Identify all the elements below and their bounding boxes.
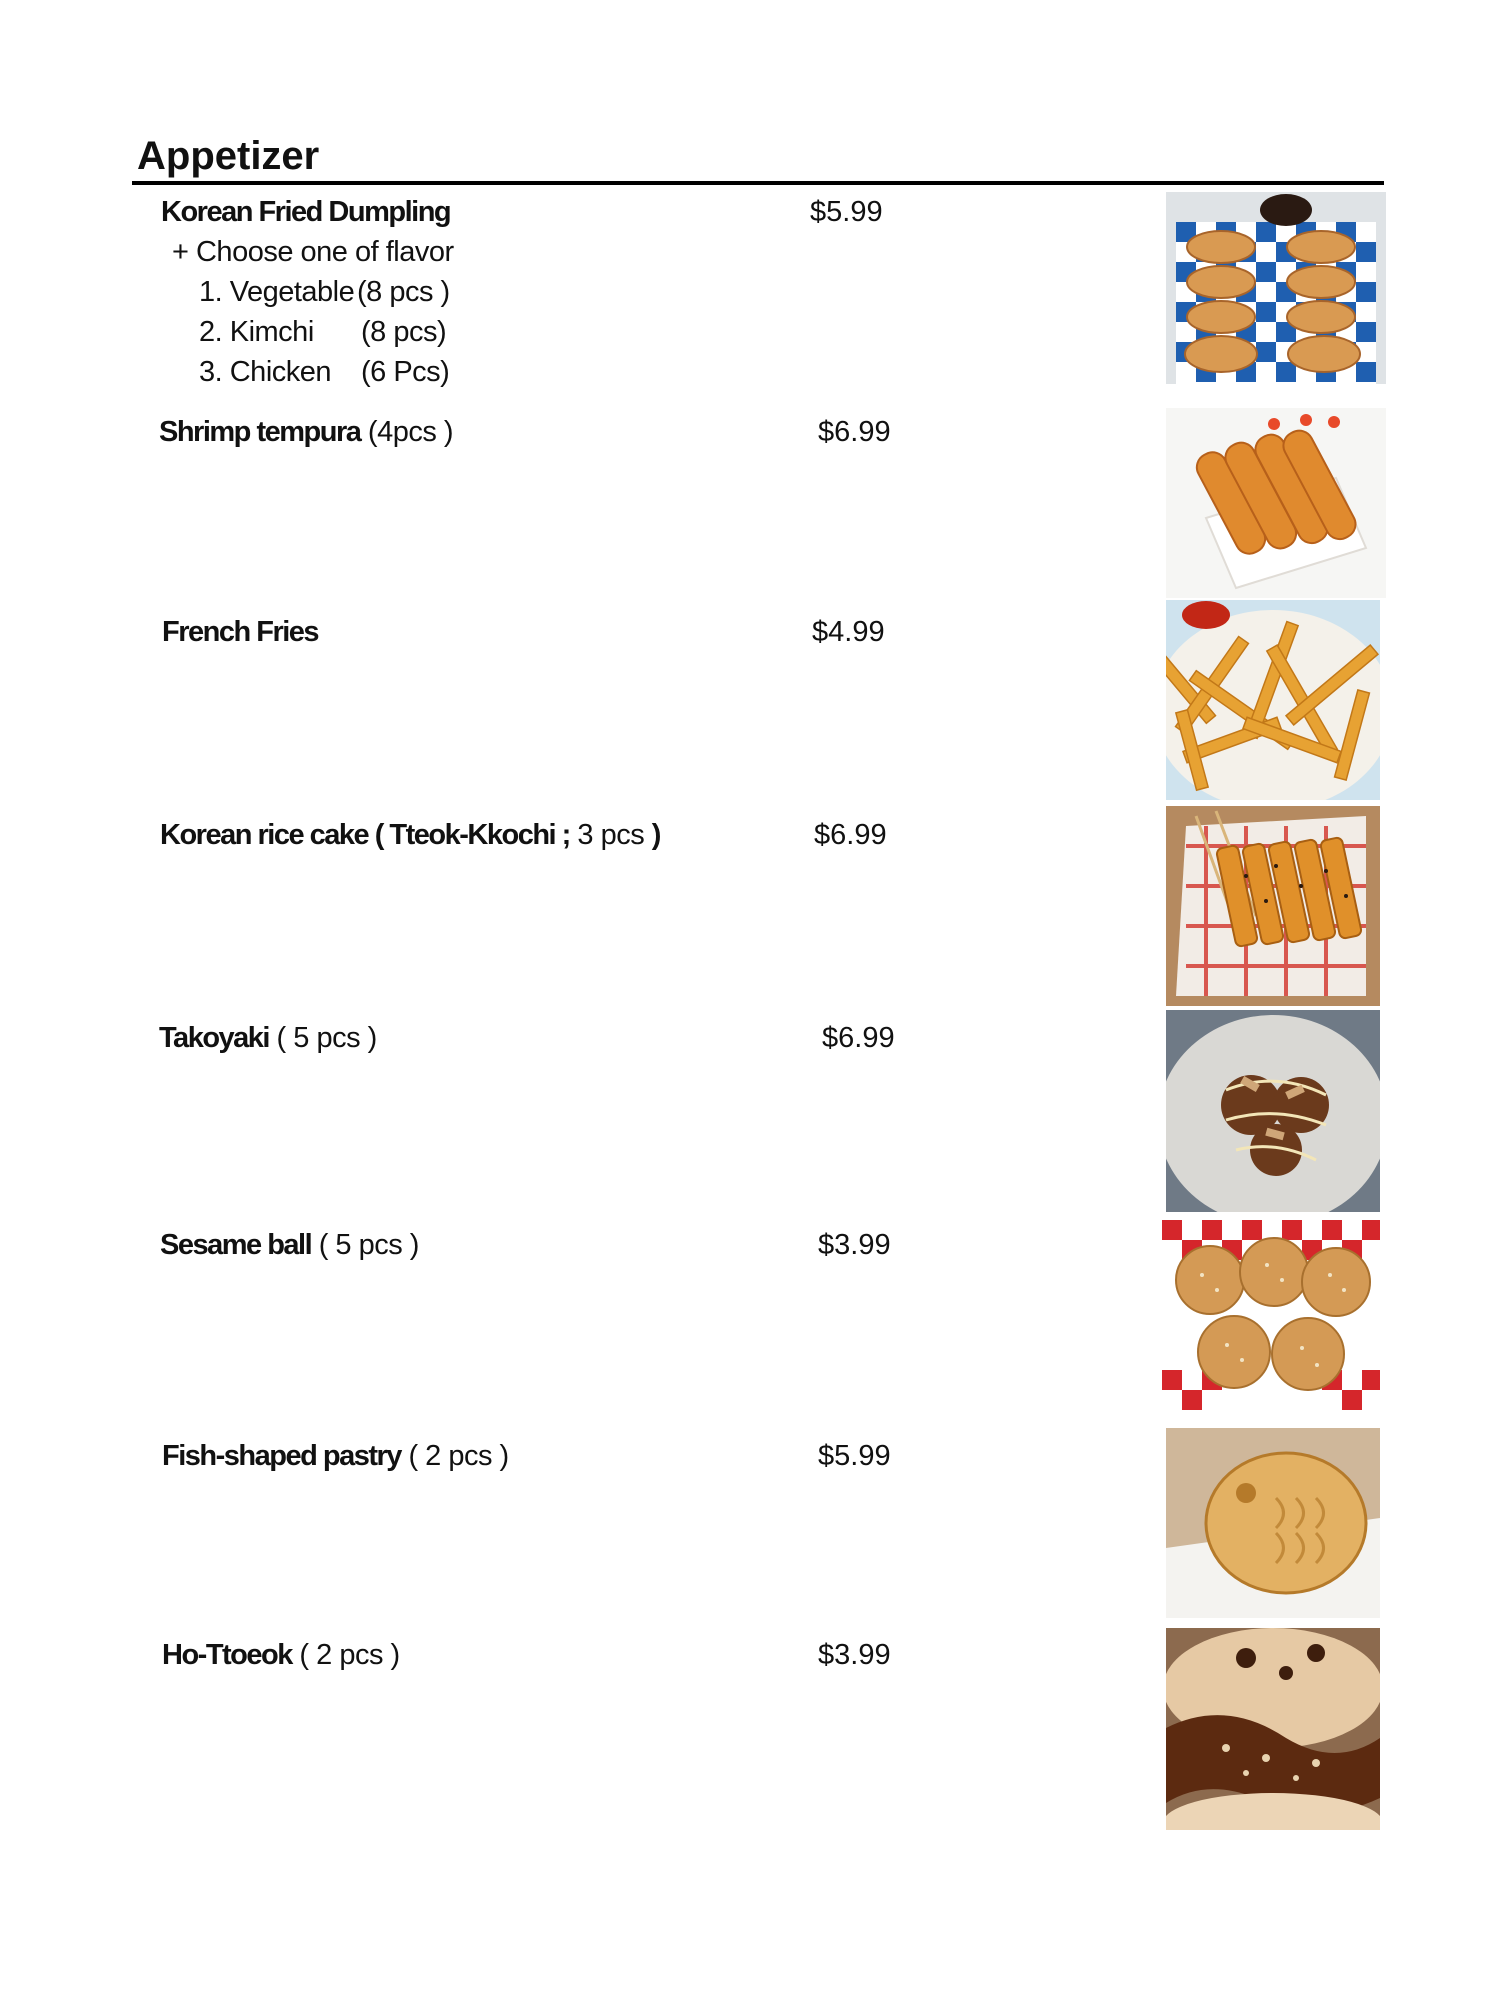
flavor-option	[199, 274, 450, 310]
menu-item-price: $6.99	[822, 1022, 895, 1054]
fish-pastry-photo	[1166, 1428, 1380, 1618]
menu-item-price: $6.99	[814, 819, 887, 851]
item-qty-text: ( 5 pcs )	[311, 1229, 419, 1261]
menu-item-price: $6.99	[818, 416, 891, 448]
option-label: 1. Vegetable	[199, 276, 355, 308]
menu-item-name	[162, 1637, 400, 1673]
flavor-option	[199, 314, 447, 350]
section-title: Appetizer	[137, 134, 320, 178]
option-qty: (8 pcs )	[357, 276, 450, 308]
item-name-text: Fish-shaped pastry	[162, 1440, 401, 1472]
menu-item-name	[162, 1438, 509, 1474]
item-name-text: Takoyaki	[159, 1022, 269, 1054]
item-name-text: Korean rice cake ( Tteok-Kkochi ;	[160, 819, 570, 851]
flavor-subheading: + Choose one of flavor	[172, 236, 454, 268]
item-name-text: Shrimp tempura	[159, 416, 361, 448]
item-name-text: French Fries	[162, 616, 319, 648]
rice-cake-photo	[1166, 806, 1380, 1006]
menu-item-name	[159, 1020, 377, 1056]
menu-item-price: $3.99	[818, 1639, 891, 1671]
item-qty-text: ( 2 pcs )	[291, 1639, 400, 1671]
flavor-option	[199, 354, 450, 390]
item-qty-text: (4pcs )	[360, 416, 454, 448]
item-qty-text: ( 2 pcs )	[400, 1440, 509, 1472]
dumpling-photo	[1166, 192, 1386, 384]
hotteok-photo	[1166, 1628, 1380, 1830]
option-qty: (8 pcs)	[361, 316, 447, 348]
option-label: 2. Kimchi	[199, 316, 314, 348]
menu-item-name	[159, 414, 453, 450]
takoyaki-photo	[1166, 1010, 1380, 1212]
item-qty-close: )	[651, 819, 660, 851]
item-name-text: Korean Fried Dumpling	[161, 196, 451, 228]
menu-item-name	[160, 1227, 419, 1263]
shrimp-tempura-photo	[1166, 408, 1386, 598]
item-name-text: Ho-Ttoeok	[162, 1639, 292, 1671]
menu-item-name	[162, 614, 318, 650]
menu-item-price: $4.99	[812, 616, 885, 648]
option-qty: (6 Pcs)	[361, 356, 450, 388]
menu-item-price: $5.99	[810, 196, 883, 228]
french-fries-photo	[1166, 600, 1380, 800]
menu-item-name	[161, 194, 450, 230]
item-qty-text: ( 5 pcs )	[268, 1022, 377, 1054]
menu-item-price: $5.99	[818, 1440, 891, 1472]
menu-item-name	[160, 817, 660, 853]
item-qty-text: 3 pcs	[569, 819, 652, 851]
item-name-text: Sesame ball	[160, 1229, 312, 1261]
section-divider	[132, 181, 1384, 185]
menu-item-price: $3.99	[818, 1229, 891, 1261]
option-label: 3. Chicken	[199, 356, 332, 388]
sesame-ball-photo	[1162, 1220, 1380, 1416]
